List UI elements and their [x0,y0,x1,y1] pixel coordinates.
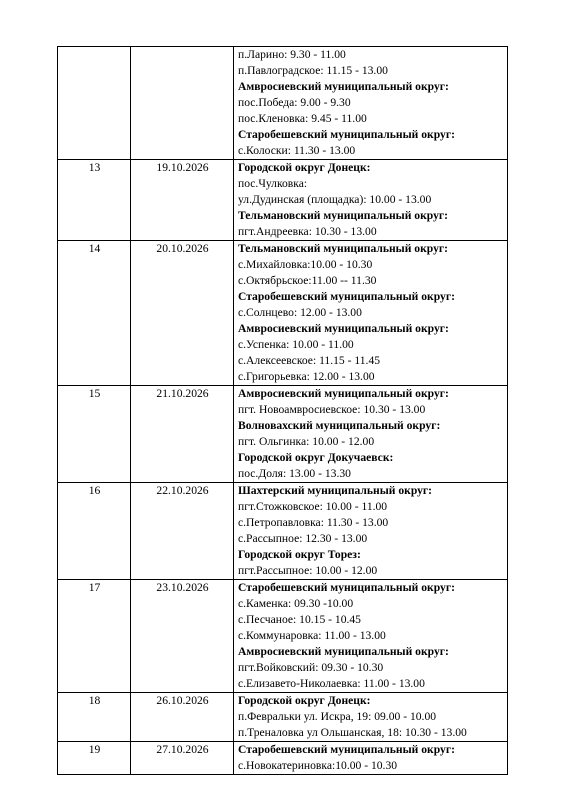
location-time: с.Октябрьское:11.00 -- 11.30 [238,274,377,287]
location-time: пос.Кленовка: 9.45 - 11.00 [238,112,367,125]
district-heading: Амвросиевский муниципальный округ: [238,322,449,335]
district-heading: Старобешевский муниципальный округ: [238,743,455,756]
location-time: с.Коммунаровка: 11.00 - 13.00 [238,629,386,642]
location-time: с.Новокатериновка:10.00 - 10.30 [238,759,398,772]
locations-cell [234,483,508,580]
locations-cell [234,742,508,775]
location-time: п.Треналовка ул Ольшанская, 18: 10.30 - 13.00 [238,726,467,739]
locations-cell [234,693,508,742]
district-heading: Городской округ Донецк: [238,694,371,707]
table-row [58,693,508,742]
district-heading: Амвросиевский муниципальный округ: [238,80,449,93]
date-cell: 22.10.2026 [131,483,234,580]
location-time: пгт. Новоамвросиевское: 10.30 - 13.00 [238,403,426,416]
row-number-cell [58,47,131,160]
row-number-cell: 16 [58,483,131,580]
row-number-cell: 14 [58,241,131,386]
date-cell: 20.10.2026 [131,241,234,386]
date-cell [131,47,234,160]
district-heading: Волновахский муниципальный округ: [238,419,441,432]
location-time: п.Февральки ул. Искра, 19: 09.00 - 10.00 [238,710,437,723]
row-number-cell: 15 [58,386,131,483]
table-row [58,580,508,693]
location-time: с.Петропавловка: 11.30 - 13.00 [238,516,389,529]
table-row [58,241,508,386]
row-number-cell: 18 [58,693,131,742]
location-time: с.Михайловка:10.00 - 10.30 [238,258,373,271]
location-time: пос.Чулковка: [238,177,308,190]
district-heading: Городской округ Докучаевск: [238,451,394,464]
table-row [58,483,508,580]
date-cell: 19.10.2026 [131,160,234,241]
table-row [58,742,508,775]
district-heading: Тельмановский муниципальный округ: [238,242,448,255]
table-row [58,160,508,241]
schedule-table [57,46,508,775]
row-number-cell: 13 [58,160,131,241]
table-row [58,47,508,160]
district-heading: Тельмановский муниципальный округ: [238,209,448,222]
location-time: п.Павлоградское: 11.15 - 13.00 [238,64,388,77]
district-heading: Старобешевский муниципальный округ: [238,581,455,594]
location-time: с.Каменка: 09.30 -10.00 [238,597,354,610]
date-cell: 26.10.2026 [131,693,234,742]
date-cell: 21.10.2026 [131,386,234,483]
district-heading: Амвросиевский муниципальный округ: [238,387,449,400]
district-heading: Городской округ Торез: [238,548,361,561]
location-time: с.Солнцево: 12.00 - 13.00 [238,306,362,319]
location-time: пгт.Андреевка: 10.30 - 13.00 [238,225,377,238]
locations-cell [234,241,508,386]
location-time: ул.Дудинская (площадка): 10.00 - 13.00 [238,193,432,206]
row-number-cell: 19 [58,742,131,775]
locations-cell [234,160,508,241]
location-time: пгт.Войковский: 09.30 - 10.30 [238,661,384,674]
location-time: пос.Доля: 13.00 - 13.30 [238,467,351,480]
locations-cell [234,47,508,160]
location-time: с.Колоски: 11.30 - 13.00 [238,144,356,157]
location-time: с.Успенка: 10.00 - 11.00 [238,338,354,351]
locations-cell [234,580,508,693]
location-time: с.Григорьевка: 12.00 - 13.00 [238,370,375,383]
district-heading: Амвросиевский муниципальный округ: [238,645,449,658]
row-number-cell: 17 [58,580,131,693]
date-cell: 27.10.2026 [131,742,234,775]
location-time: пос.Победа: 9.00 - 9.30 [238,96,351,109]
location-time: с.Елизавето-Николаевка: 11.00 - 13.00 [238,677,425,690]
location-time: пгт. Ольгинка: 10.00 - 12.00 [238,435,375,448]
table-row [58,386,508,483]
district-heading: Шахтерский муниципальный округ: [238,484,433,497]
location-time: с.Песчаное: 10.15 - 10.45 [238,613,361,626]
district-heading: Городской округ Донецк: [238,161,371,174]
district-heading: Старобешевский муниципальный округ: [238,290,455,303]
location-time: пгт.Стожковское: 10.00 - 11.00 [238,500,388,513]
location-time: с.Рассыпное: 12.30 - 13.00 [238,532,368,545]
location-time: пгт.Рассыпное: 10.00 - 12.00 [238,564,378,577]
district-heading: Старобешевский муниципальный округ: [238,128,455,141]
locations-cell [234,386,508,483]
location-time: с.Алексеевское: 11.15 - 11.45 [238,354,381,367]
location-time: п.Ларино: 9.30 - 11.00 [238,48,346,61]
date-cell: 23.10.2026 [131,580,234,693]
schedule-table-body [58,47,508,775]
